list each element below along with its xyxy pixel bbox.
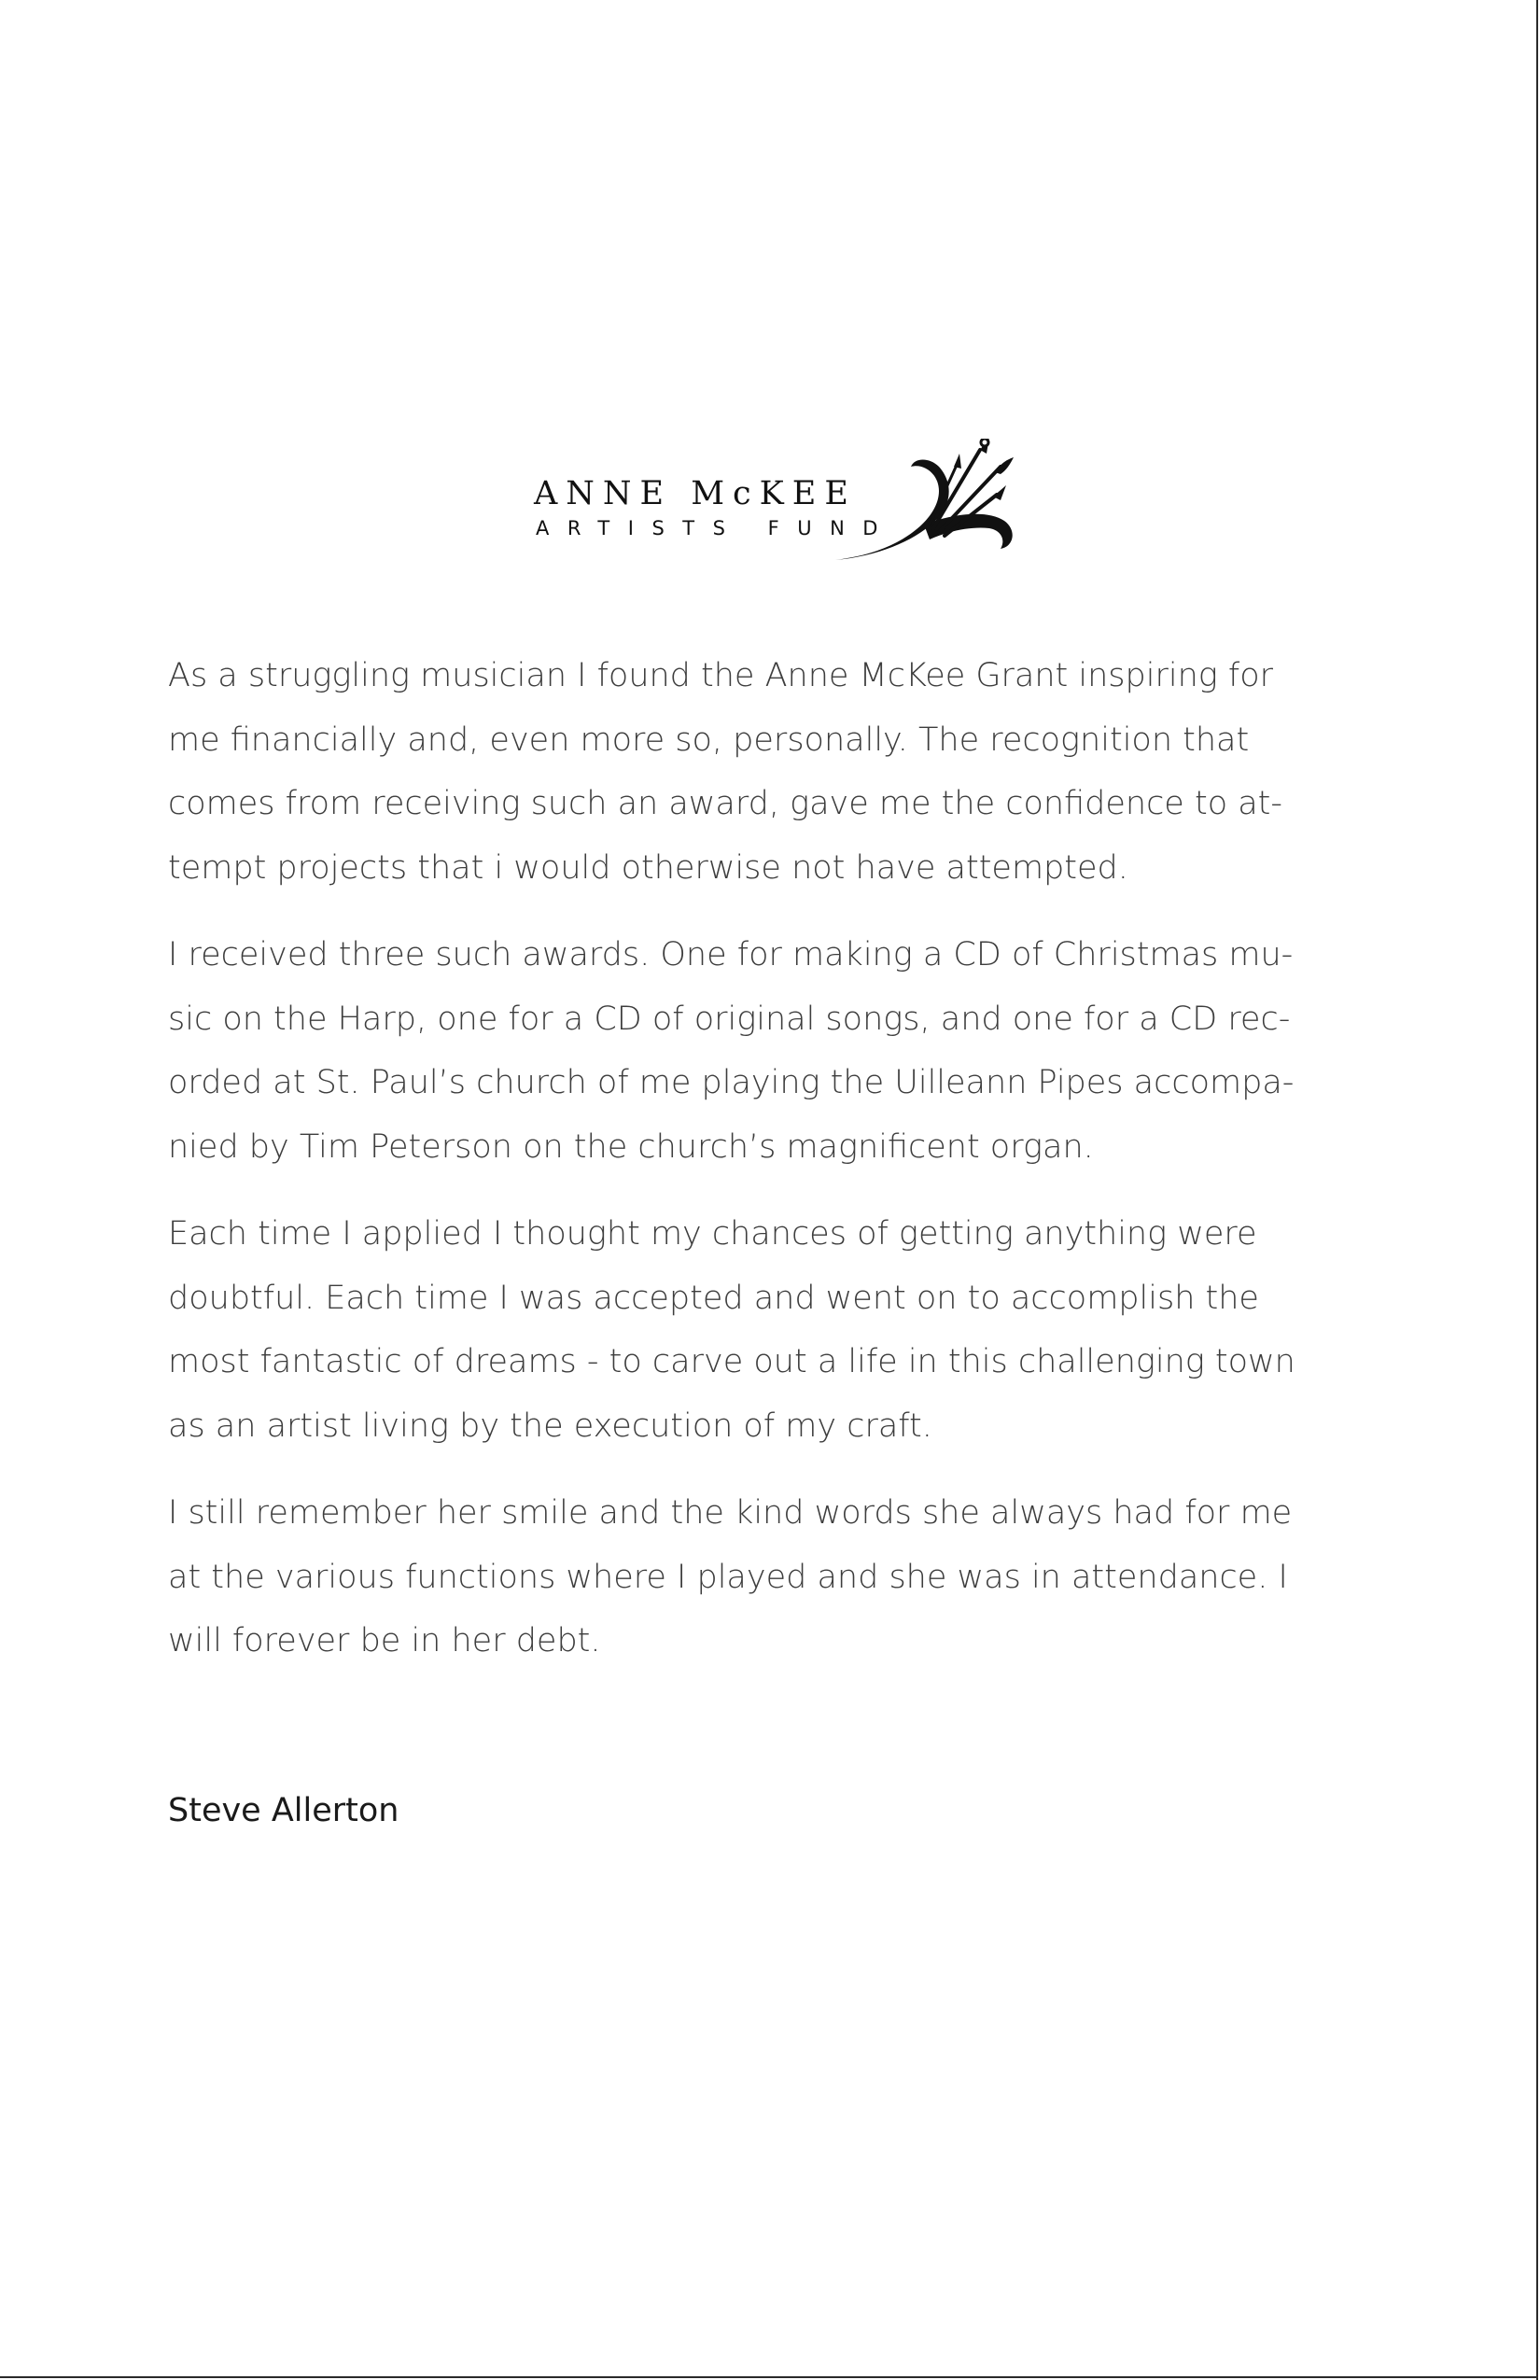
text-line: I still remember her smile and the kind words she always had for me	[168, 1494, 1293, 1532]
text-line: most fantastic of dreams - to carve out a life in this challenging town	[168, 1343, 1295, 1380]
brush-swoosh-icon	[835, 439, 1014, 560]
logo-subtitle-text: ARTISTS FUND	[536, 517, 896, 539]
text-line: will forever be in her debt.	[168, 1622, 601, 1659]
paragraph-2	[168, 923, 1372, 1179]
text-line: Each time I applied I thought my chances of getting anything were	[168, 1215, 1257, 1253]
text-line: me financially and, even more so, personally. The recognition that	[168, 721, 1250, 759]
text-line: orded at St. Paul’s church of me playing the Uilleann Pipes accompa-	[168, 1064, 1295, 1101]
text-line: As a struggling musician I found the Anne McKee Grant inspiring for	[168, 657, 1274, 694]
text-line: nied by Tim Peterson on the church’s magnificent organ.	[168, 1127, 1094, 1166]
text-line: sic on the Harp, one for a CD of original songs, and one for a CD rec-	[168, 1000, 1291, 1038]
paragraph-4	[168, 1481, 1372, 1673]
logo-title-text: ANNE McKEE	[534, 475, 857, 512]
page-edge-right	[1536, 0, 1538, 2380]
paragraph-1	[168, 644, 1372, 900]
text-line: at the various functions where I played and she was in attendance. I	[168, 1558, 1288, 1596]
text-line: comes from receiving such an award, gave me the confidence to at-	[168, 785, 1283, 822]
signature-name: Steve Allerton	[168, 1792, 399, 1829]
paragraph-3	[168, 1202, 1372, 1458]
text-line: doubtful. Each time I was accepted and went on to accomplish the	[168, 1279, 1259, 1317]
text-line: tempt projects that i would otherwise not have attempted.	[168, 848, 1128, 887]
page-edge-bottom	[0, 2376, 1538, 2378]
text-line: as an artist living by the execution of my craft.	[168, 1407, 932, 1445]
text-line: I received three such awards. One for making a CD of Christmas mu-	[168, 936, 1294, 973]
logo-graphic	[523, 439, 1017, 569]
letter-body	[168, 644, 1372, 1697]
anne-mckee-artists-fund-logo	[523, 439, 1017, 569]
